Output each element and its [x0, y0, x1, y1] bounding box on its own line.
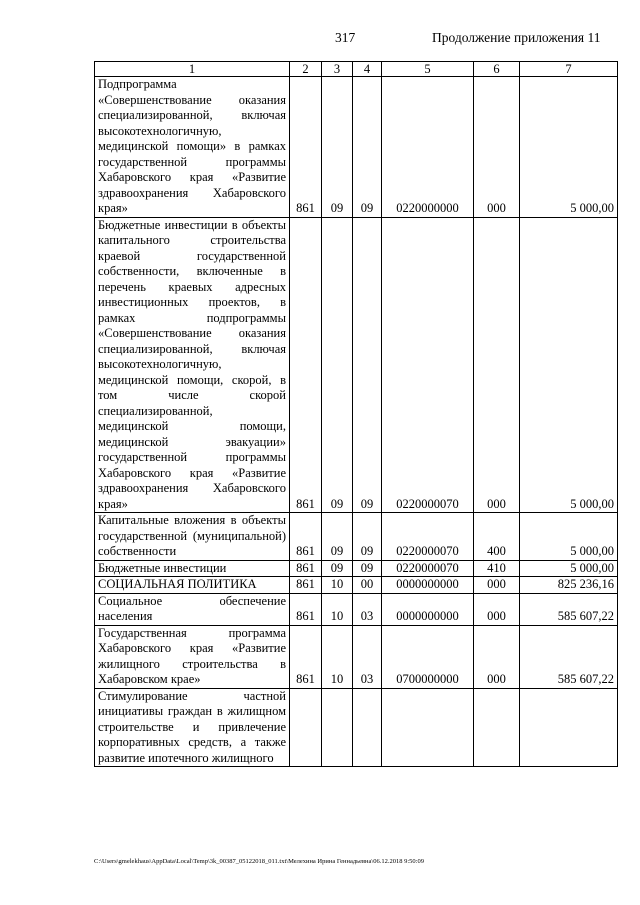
- section-code: 10: [322, 625, 353, 688]
- ministry-code: 861: [290, 593, 322, 625]
- ministry-code: 861: [290, 577, 322, 594]
- expense-type-code: 000: [474, 593, 520, 625]
- ministry-code: [290, 688, 322, 767]
- table-row: [95, 688, 618, 767]
- target-article-code: 0220000070: [382, 513, 474, 561]
- expense-type-code: 410: [474, 560, 520, 577]
- expense-type-code: [474, 688, 520, 767]
- expense-type-code: 000: [474, 577, 520, 594]
- table-header-row: [95, 62, 618, 77]
- column-header: 3: [322, 62, 353, 77]
- target-article-code: [382, 688, 474, 767]
- table-row: [95, 513, 618, 561]
- target-article-code: 0000000000: [382, 593, 474, 625]
- section-code: 10: [322, 593, 353, 625]
- target-article-code: 0220000070: [382, 217, 474, 513]
- expense-type-code: 000: [474, 217, 520, 513]
- target-article-code: 0220000070: [382, 560, 474, 577]
- column-header: 7: [520, 62, 618, 77]
- amount: 585 607,22: [520, 593, 618, 625]
- amount: 825 236,16: [520, 577, 618, 594]
- expense-type-code: 400: [474, 513, 520, 561]
- column-header: 1: [95, 62, 290, 77]
- row-name: Бюджетные инвестиции в объекты капитального строительства краевой государственной собственности, включенные в перечень краевых адресных инвестиционных проектов, в рамках подпрограммы «Совершенствование оказания специализированной, включая высокотехнологичную, медицинской помощи, скорой, в том числе скорой специализированной, медицинской помощи, медицинской эвакуации» государственной программы Хабаровского края «Развитие здравоохранения Хабаровского края»: [95, 217, 290, 513]
- table-row: [95, 577, 618, 594]
- budget-table: [94, 61, 618, 767]
- section-code: 09: [322, 513, 353, 561]
- section-code: 10: [322, 577, 353, 594]
- subsection-code: 09: [353, 513, 382, 561]
- column-header: 5: [382, 62, 474, 77]
- row-name: Подпрограмма «Совершенствование оказания специализированной, включая высокотехнологичную, медицинской помощи» в рамках государственной программы Хабаровского края «Развитие здравоохранения Хабаровского края»: [95, 77, 290, 218]
- page-number: 317: [335, 30, 356, 45]
- footer-file-path: C:\Users\gmelekhaus\AppData\Local\Temp\3k_00387_05122018_011.txt\Мелехина Ирина Геннадьевна\06.12.2018 9:50:09: [94, 858, 424, 865]
- table-row: [95, 593, 618, 625]
- amount: 5 000,00: [520, 560, 618, 577]
- column-header: 2: [290, 62, 322, 77]
- subsection-code: 09: [353, 77, 382, 218]
- amount: [520, 688, 618, 767]
- section-code: 09: [322, 560, 353, 577]
- amount: 585 607,22: [520, 625, 618, 688]
- amount: 5 000,00: [520, 77, 618, 218]
- ministry-code: 861: [290, 217, 322, 513]
- section-code: [322, 688, 353, 767]
- row-name: Социальное обеспечение населения: [95, 593, 290, 625]
- subsection-code: 00: [353, 577, 382, 594]
- column-header: 4: [353, 62, 382, 77]
- subsection-code: [353, 688, 382, 767]
- table-row: [95, 77, 618, 218]
- page-header: [0, 30, 640, 50]
- section-code: 09: [322, 217, 353, 513]
- ministry-code: 861: [290, 625, 322, 688]
- table-row: [95, 560, 618, 577]
- target-article-code: 0700000000: [382, 625, 474, 688]
- section-code: 09: [322, 77, 353, 218]
- row-name: Государственная программа Хабаровского края «Развитие жилищного строительства в Хабаровском крае»: [95, 625, 290, 688]
- subsection-code: 09: [353, 217, 382, 513]
- ministry-code: 861: [290, 513, 322, 561]
- table-row: [95, 217, 618, 513]
- target-article-code: 0220000000: [382, 77, 474, 218]
- expense-type-code: 000: [474, 625, 520, 688]
- row-name: СОЦИАЛЬНАЯ ПОЛИТИКА: [95, 577, 290, 594]
- ministry-code: 861: [290, 77, 322, 218]
- row-name: Стимулирование частной инициативы граждан в жилищном строительстве и привлечение корпоративных средств, а также развитие ипотечного жилищного: [95, 688, 290, 767]
- column-header: 6: [474, 62, 520, 77]
- row-name: Бюджетные инвестиции: [95, 560, 290, 577]
- table-row: [95, 625, 618, 688]
- continuation-label: Продолжение приложения 11: [432, 30, 601, 45]
- subsection-code: 03: [353, 625, 382, 688]
- subsection-code: 09: [353, 560, 382, 577]
- row-name: Капитальные вложения в объекты государственной (муниципальной) собственности: [95, 513, 290, 561]
- subsection-code: 03: [353, 593, 382, 625]
- ministry-code: 861: [290, 560, 322, 577]
- amount: 5 000,00: [520, 217, 618, 513]
- expense-type-code: 000: [474, 77, 520, 218]
- amount: 5 000,00: [520, 513, 618, 561]
- target-article-code: 0000000000: [382, 577, 474, 594]
